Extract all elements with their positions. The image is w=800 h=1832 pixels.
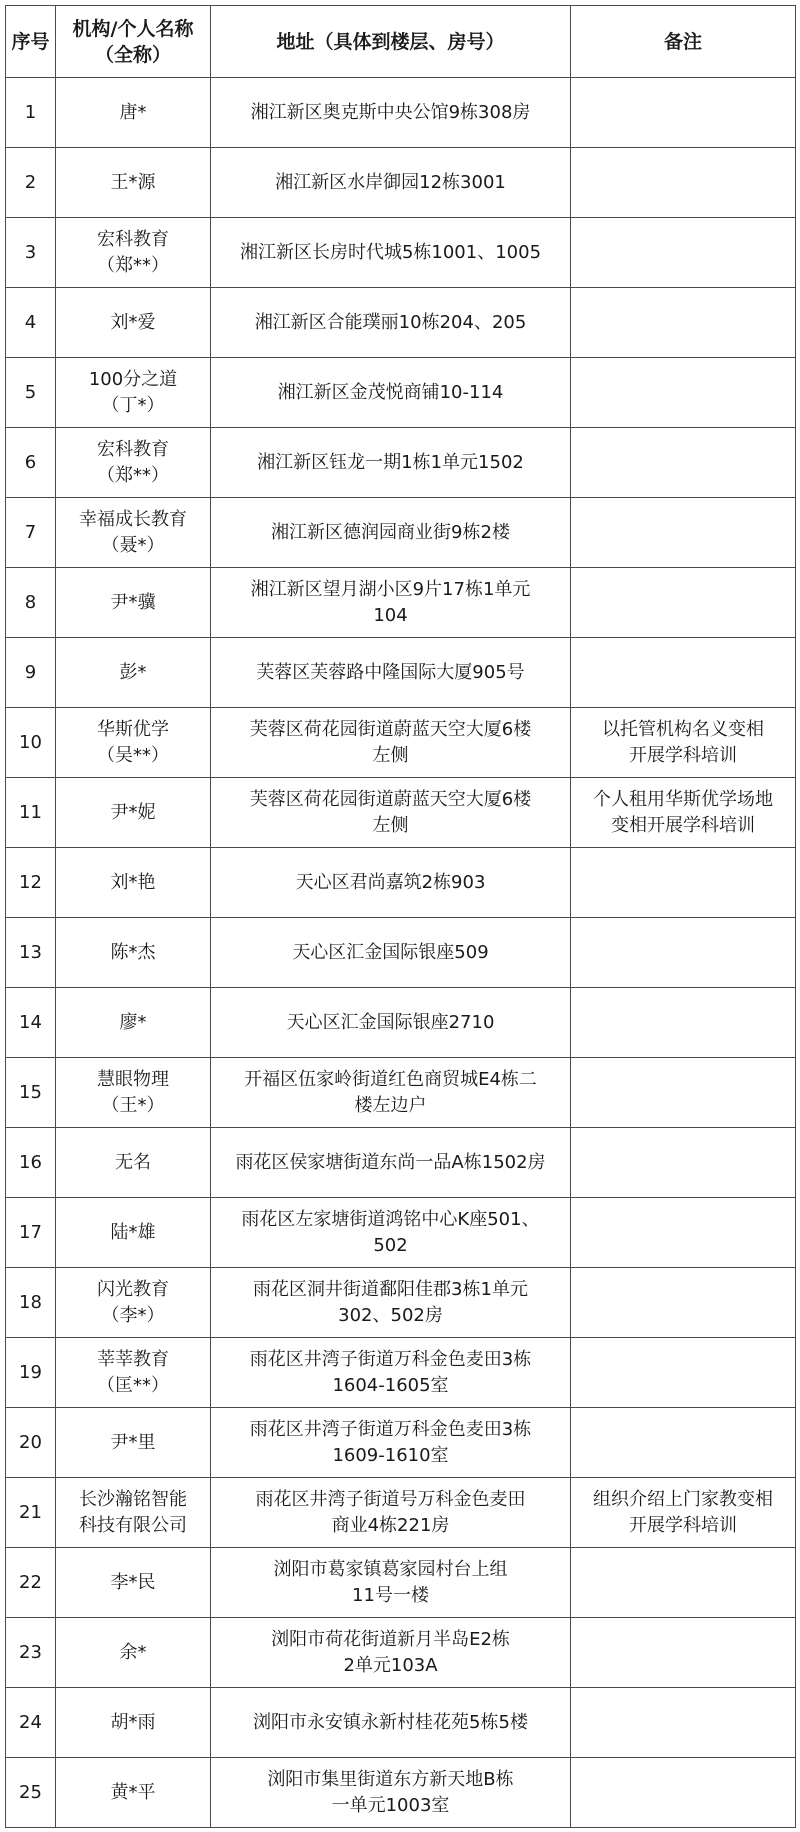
table-row <box>6 918 796 988</box>
cell-address-line: 302、502房 <box>338 1304 443 1326</box>
table-row <box>6 288 796 358</box>
cell-index: 5 <box>6 358 56 428</box>
cell-name-line: 彭* <box>119 661 147 683</box>
cell-note <box>571 638 796 708</box>
cell-index: 15 <box>6 1058 56 1128</box>
cell-index: 8 <box>6 568 56 638</box>
cell-name-line: 刘*爱 <box>110 311 156 333</box>
cell-note-line: 个人租用华斯优学场地 <box>593 788 773 810</box>
cell-address-line: 雨花区井湾子街道万科金色麦田3栋 <box>249 1418 532 1440</box>
institution-table <box>5 5 796 1828</box>
cell-index: 11 <box>6 778 56 848</box>
cell-name-line: 科技有限公司 <box>79 1514 187 1536</box>
cell-address <box>211 1408 571 1478</box>
cell-index: 7 <box>6 498 56 568</box>
cell-address-line: 湘江新区德润园商业街9栋2楼 <box>271 521 510 543</box>
cell-address-line: 湘江新区水岸御园12栋3001 <box>275 171 506 193</box>
cell-note <box>571 1688 796 1758</box>
cell-address <box>211 1688 571 1758</box>
cell-address-line: 湘江新区望月湖小区9片17栋1单元 <box>250 578 531 600</box>
cell-note-line: 以托管机构名义变相 <box>602 718 764 740</box>
cell-name <box>56 1618 211 1688</box>
header-address: 地址（具体到楼层、房号） <box>211 6 571 78</box>
cell-note-line: 变相开展学科培训 <box>611 814 755 836</box>
cell-name-line: （丁*） <box>101 394 165 416</box>
cell-address-line: 浏阳市永安镇永新村桂花苑5栋5楼 <box>253 1711 528 1733</box>
cell-note <box>571 708 796 778</box>
cell-address <box>211 428 571 498</box>
cell-name-line: 莘莘教育 <box>97 1348 169 1370</box>
cell-note <box>571 918 796 988</box>
cell-note <box>571 1618 796 1688</box>
document-page <box>5 5 796 1828</box>
cell-index: 14 <box>6 988 56 1058</box>
cell-note <box>571 848 796 918</box>
table-row <box>6 1338 796 1408</box>
cell-address-line: 芙蓉区荷花园街道蔚蓝天空大厦6楼 <box>249 788 532 810</box>
cell-name-line: （聂*） <box>101 534 165 556</box>
cell-address-line: 芙蓉区荷花园街道蔚蓝天空大厦6楼 <box>249 718 532 740</box>
cell-address <box>211 568 571 638</box>
cell-name <box>56 848 211 918</box>
cell-address <box>211 358 571 428</box>
cell-name-line: （李*） <box>101 1304 165 1326</box>
cell-name-line: （匡**） <box>97 1374 169 1396</box>
cell-name <box>56 988 211 1058</box>
cell-name <box>56 358 211 428</box>
cell-address <box>211 78 571 148</box>
cell-index: 6 <box>6 428 56 498</box>
table-row <box>6 1548 796 1618</box>
cell-note <box>571 218 796 288</box>
cell-name-line: （郑**） <box>97 254 169 276</box>
table-row <box>6 708 796 778</box>
cell-name-line: 尹*骥 <box>110 591 156 613</box>
cell-address-line: 天心区君尚嘉筑2栋903 <box>295 871 486 893</box>
table-row <box>6 988 796 1058</box>
cell-note <box>571 1548 796 1618</box>
cell-name <box>56 1058 211 1128</box>
table-row <box>6 848 796 918</box>
cell-index: 4 <box>6 288 56 358</box>
cell-name <box>56 778 211 848</box>
cell-address <box>211 1548 571 1618</box>
cell-index: 3 <box>6 218 56 288</box>
cell-address-line: 雨花区井湾子街道号万科金色麦田 <box>255 1488 526 1510</box>
cell-name-line: 宏科教育 <box>97 438 169 460</box>
header-name-line: 机构/个人名称 <box>72 17 194 40</box>
cell-index: 18 <box>6 1268 56 1338</box>
cell-name-line: 胡*雨 <box>110 1711 156 1733</box>
cell-address <box>211 988 571 1058</box>
header-note: 备注 <box>571 6 796 78</box>
cell-name-line: 唐* <box>119 101 147 123</box>
cell-name-line: 刘*艳 <box>110 871 156 893</box>
cell-index: 1 <box>6 78 56 148</box>
cell-name <box>56 1198 211 1268</box>
cell-address-line: 雨花区侯家塘街道东尚一品A栋1502房 <box>235 1151 546 1173</box>
cell-address-line: 浏阳市葛家镇葛家园村台上组 <box>273 1558 508 1580</box>
table-row <box>6 218 796 288</box>
table-body <box>6 78 796 1828</box>
header-row <box>6 6 796 78</box>
cell-name-line: 无名 <box>115 1151 151 1173</box>
cell-index: 12 <box>6 848 56 918</box>
header-index: 序号 <box>6 6 56 78</box>
cell-index: 16 <box>6 1128 56 1198</box>
cell-name-line: 李*民 <box>110 1571 156 1593</box>
cell-address <box>211 498 571 568</box>
table-row <box>6 1268 796 1338</box>
cell-address <box>211 708 571 778</box>
cell-name <box>56 78 211 148</box>
cell-address-line: 开福区伍家岭街道红色商贸城E4栋二 <box>244 1068 537 1090</box>
table-row <box>6 1128 796 1198</box>
table-row <box>6 1618 796 1688</box>
cell-address-line: 1609-1610室 <box>332 1444 449 1466</box>
cell-address <box>211 218 571 288</box>
cell-address-line: 天心区汇金国际银座2710 <box>286 1011 495 1033</box>
table-row <box>6 778 796 848</box>
cell-address <box>211 638 571 708</box>
cell-address <box>211 288 571 358</box>
cell-address-line: 湘江新区长房时代城5栋1001、1005 <box>239 241 542 263</box>
cell-address <box>211 1758 571 1828</box>
cell-name <box>56 148 211 218</box>
cell-address-line: 2单元103A <box>343 1654 438 1676</box>
table-row <box>6 148 796 218</box>
header-name <box>56 6 211 78</box>
cell-address-line: 雨花区井湾子街道万科金色麦田3栋 <box>249 1348 532 1370</box>
cell-index: 19 <box>6 1338 56 1408</box>
cell-name <box>56 1338 211 1408</box>
table-row <box>6 1478 796 1548</box>
cell-address <box>211 148 571 218</box>
cell-address-line: 湘江新区钰龙一期1栋1单元1502 <box>257 451 524 473</box>
cell-name-line: 廖* <box>119 1011 147 1033</box>
cell-name-line: 尹*里 <box>110 1431 156 1453</box>
cell-name-line: 余* <box>119 1641 147 1663</box>
cell-name <box>56 1128 211 1198</box>
cell-name-line: 长沙瀚铭智能 <box>79 1488 187 1510</box>
table-row <box>6 1198 796 1268</box>
cell-address-line: 天心区汇金国际银座509 <box>292 941 489 963</box>
cell-index: 25 <box>6 1758 56 1828</box>
cell-note-line: 开展学科培训 <box>629 744 737 766</box>
cell-name <box>56 568 211 638</box>
table-row <box>6 1688 796 1758</box>
table-row <box>6 1758 796 1828</box>
cell-name-line: 黄*平 <box>110 1781 156 1803</box>
cell-name-line: （吴**） <box>97 744 169 766</box>
cell-address <box>211 1338 571 1408</box>
table-row <box>6 568 796 638</box>
cell-name <box>56 428 211 498</box>
cell-name-line: 王*源 <box>110 171 156 193</box>
cell-address <box>211 1268 571 1338</box>
cell-index: 9 <box>6 638 56 708</box>
cell-index: 2 <box>6 148 56 218</box>
cell-note <box>571 1408 796 1478</box>
cell-address-line: 湘江新区奥克斯中央公馆9栋308房 <box>250 101 531 123</box>
cell-name <box>56 288 211 358</box>
cell-note <box>571 1198 796 1268</box>
cell-note <box>571 1758 796 1828</box>
table-row <box>6 78 796 148</box>
cell-address-line: 左侧 <box>372 744 409 766</box>
cell-address <box>211 848 571 918</box>
cell-name <box>56 1548 211 1618</box>
cell-note <box>571 498 796 568</box>
cell-address-line: 104 <box>373 604 408 626</box>
table-header <box>6 6 796 78</box>
cell-address-line: 芙蓉区芙蓉路中隆国际大厦905号 <box>256 661 525 683</box>
cell-name-line: 慧眼物理 <box>97 1068 169 1090</box>
cell-address-line: 湘江新区金茂悦商铺10-114 <box>277 381 504 403</box>
cell-name <box>56 1478 211 1548</box>
cell-index: 10 <box>6 708 56 778</box>
cell-name <box>56 708 211 778</box>
cell-address-line: 浏阳市荷花街道新月半岛E2栋 <box>271 1628 510 1650</box>
cell-name-line: 尹*妮 <box>110 801 156 823</box>
table-row <box>6 638 796 708</box>
cell-name-line: （王*） <box>101 1094 165 1116</box>
cell-name-line: 陈*杰 <box>110 941 156 963</box>
cell-note <box>571 1128 796 1198</box>
cell-name-line: 宏科教育 <box>97 228 169 250</box>
cell-address-line: 502 <box>373 1234 408 1256</box>
cell-name-line: 陆*雄 <box>110 1221 156 1243</box>
cell-address-line: 左侧 <box>372 814 409 836</box>
cell-address <box>211 1478 571 1548</box>
cell-note <box>571 1338 796 1408</box>
cell-name <box>56 218 211 288</box>
cell-address-line: 湘江新区合能璞丽10栋204、205 <box>254 311 527 333</box>
cell-index: 17 <box>6 1198 56 1268</box>
table-row <box>6 1058 796 1128</box>
cell-name <box>56 1268 211 1338</box>
table-row <box>6 358 796 428</box>
cell-name <box>56 638 211 708</box>
cell-name <box>56 1408 211 1478</box>
cell-note <box>571 568 796 638</box>
cell-note <box>571 1058 796 1128</box>
table-row <box>6 428 796 498</box>
cell-index: 21 <box>6 1478 56 1548</box>
cell-address-line: 雨花区洞井街道鄱阳佳郡3栋1单元 <box>253 1278 528 1300</box>
cell-name <box>56 918 211 988</box>
cell-address <box>211 1198 571 1268</box>
cell-name-line: 幸福成长教育 <box>79 508 187 530</box>
cell-index: 23 <box>6 1618 56 1688</box>
cell-name-line: 华斯优学 <box>97 718 169 740</box>
cell-note <box>571 148 796 218</box>
cell-note <box>571 78 796 148</box>
cell-note <box>571 288 796 358</box>
table-row <box>6 1408 796 1478</box>
cell-note <box>571 428 796 498</box>
cell-address <box>211 778 571 848</box>
cell-address <box>211 918 571 988</box>
cell-note-line: 开展学科培训 <box>629 1514 737 1536</box>
table-row <box>6 498 796 568</box>
cell-address-line: 浏阳市集里街道东方新天地B栋 <box>267 1768 514 1790</box>
cell-name-line: 100分之道 <box>88 368 178 390</box>
cell-name <box>56 1688 211 1758</box>
cell-address-line: 楼左边户 <box>354 1094 427 1116</box>
cell-index: 24 <box>6 1688 56 1758</box>
cell-address-line: 商业4栋221房 <box>331 1514 450 1536</box>
cell-address-line: 一单元1003室 <box>331 1794 450 1816</box>
cell-address <box>211 1618 571 1688</box>
cell-note <box>571 1478 796 1548</box>
cell-name <box>56 1758 211 1828</box>
cell-note <box>571 778 796 848</box>
cell-index: 22 <box>6 1548 56 1618</box>
cell-name-line: 闪光教育 <box>97 1278 169 1300</box>
cell-index: 20 <box>6 1408 56 1478</box>
cell-note-line: 组织介绍上门家教变相 <box>593 1488 773 1510</box>
cell-address-line: 11号一楼 <box>352 1584 429 1606</box>
cell-address <box>211 1128 571 1198</box>
header-name-line: （全称） <box>94 43 171 66</box>
cell-note <box>571 1268 796 1338</box>
cell-name <box>56 498 211 568</box>
cell-index: 13 <box>6 918 56 988</box>
cell-name-line: （郑**） <box>97 464 169 486</box>
cell-note <box>571 358 796 428</box>
cell-address <box>211 1058 571 1128</box>
cell-address-line: 雨花区左家塘街道鸿铭中心K座501、 <box>241 1208 540 1230</box>
cell-note <box>571 988 796 1058</box>
cell-address-line: 1604-1605室 <box>332 1374 449 1396</box>
